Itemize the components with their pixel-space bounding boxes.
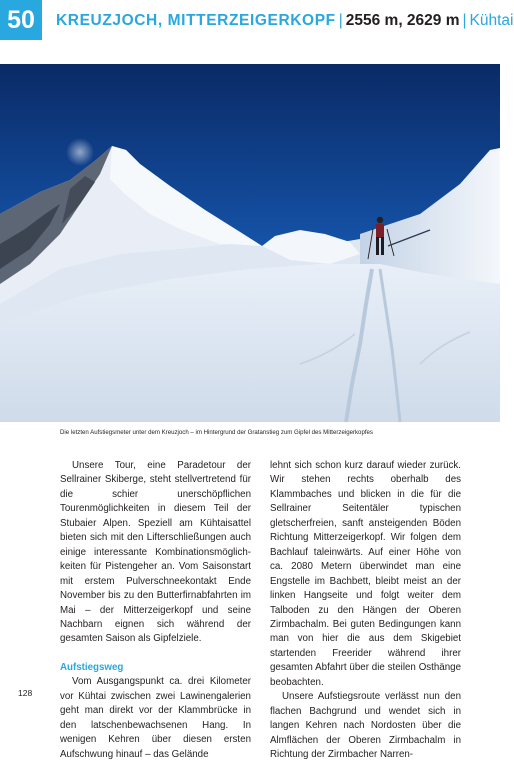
tour-photo	[0, 64, 500, 422]
tour-title-line	[56, 12, 514, 30]
tour-title: KREUZJOCH, MITTERZEIGERKOPF	[56, 12, 336, 29]
title-separator: |	[338, 12, 343, 29]
title-separator-2: |	[462, 12, 467, 29]
text-column-left	[60, 459, 251, 762]
tour-elevations: 2556 m, 2629 m	[345, 12, 460, 29]
text-column-right	[270, 459, 461, 763]
page-number: 128	[18, 688, 33, 698]
page-header	[0, 0, 514, 40]
ascent-paragraph-1-start: Vom Ausgangspunkt ca. drei Kilometer vor Kühtai zwischen zwei Lawinengalerien geht man direkt vor der Klammbrücke in den latschenbewachsenen Hang. In wenigen Kehren über diesen ersten Aufschwung hinauf – das Gelände	[60, 676, 251, 760]
ascent-heading: Aufstiegsweg	[60, 661, 124, 673]
photo-caption: Die letzten Aufstiegsmeter unter dem Kreuzjoch – im Hintergrund der Gratanstieg zum Gipfel des Mitterzeigerkopfes	[60, 429, 373, 436]
ascent-paragraph-2: Unsere Aufstiegsroute verlässt nun den flachen Bachgrund und wendet sich in langen Kehren nach Nordosten über die Almflächen der Oberen Zirmbachalm in Richtung der Zirmbacher Narren-	[270, 691, 461, 761]
tour-number-badge: 50	[0, 0, 42, 40]
ascent-paragraph-1-cont: lehnt sich schon kurz darauf wieder zurück. Wir stehen rechts oberhalb des Klammbaches und blicken in die für die Sellrainer Seitentäler typischen gletscherfreien, sanft ansteigenden Böden Richtung Mitterzeigerkopf. Wir folgen dem Bachlauf taleinwärts. Auf einer Höhe von ca. 2080 Metern überwindet man eine Engstelle im Bachbett, bleibt meist an der linken Hangseite und folgt weiter dem Talboden zu den Hängen der Oberen Zirmbachalm. Bei guten Bedingungen kann man von hier die aus dem Skigebiet startenden Freerider während ihrer gesamten Abfahrt über die steilen Osthänge beobachten.	[270, 460, 461, 688]
intro-paragraph: Unsere Tour, eine Paradetour der Sellrainer Skiberge, steht stellvertretend für die schier unerschöpflichen Tourenmöglichkeiten in diesem Teil der Stubaier Alpen. Speziell am Kühtaisattel bieten sich mit den Lifterschließungen auch einige interessante Kombinationsmöglichkeiten für Pistengeher an. Vom Saisonstart mit erstem Pulverschneekontakt Ende November bis zu den Butterfirnabfahrten im Mai – der Mitterzeigerkopf und seine Nachbarn eignen sich während der gesamten Saison als Gipfelziele.	[60, 460, 251, 645]
tour-region: Kühtai	[469, 12, 514, 29]
ski-tour-photo-illustration	[0, 64, 500, 422]
